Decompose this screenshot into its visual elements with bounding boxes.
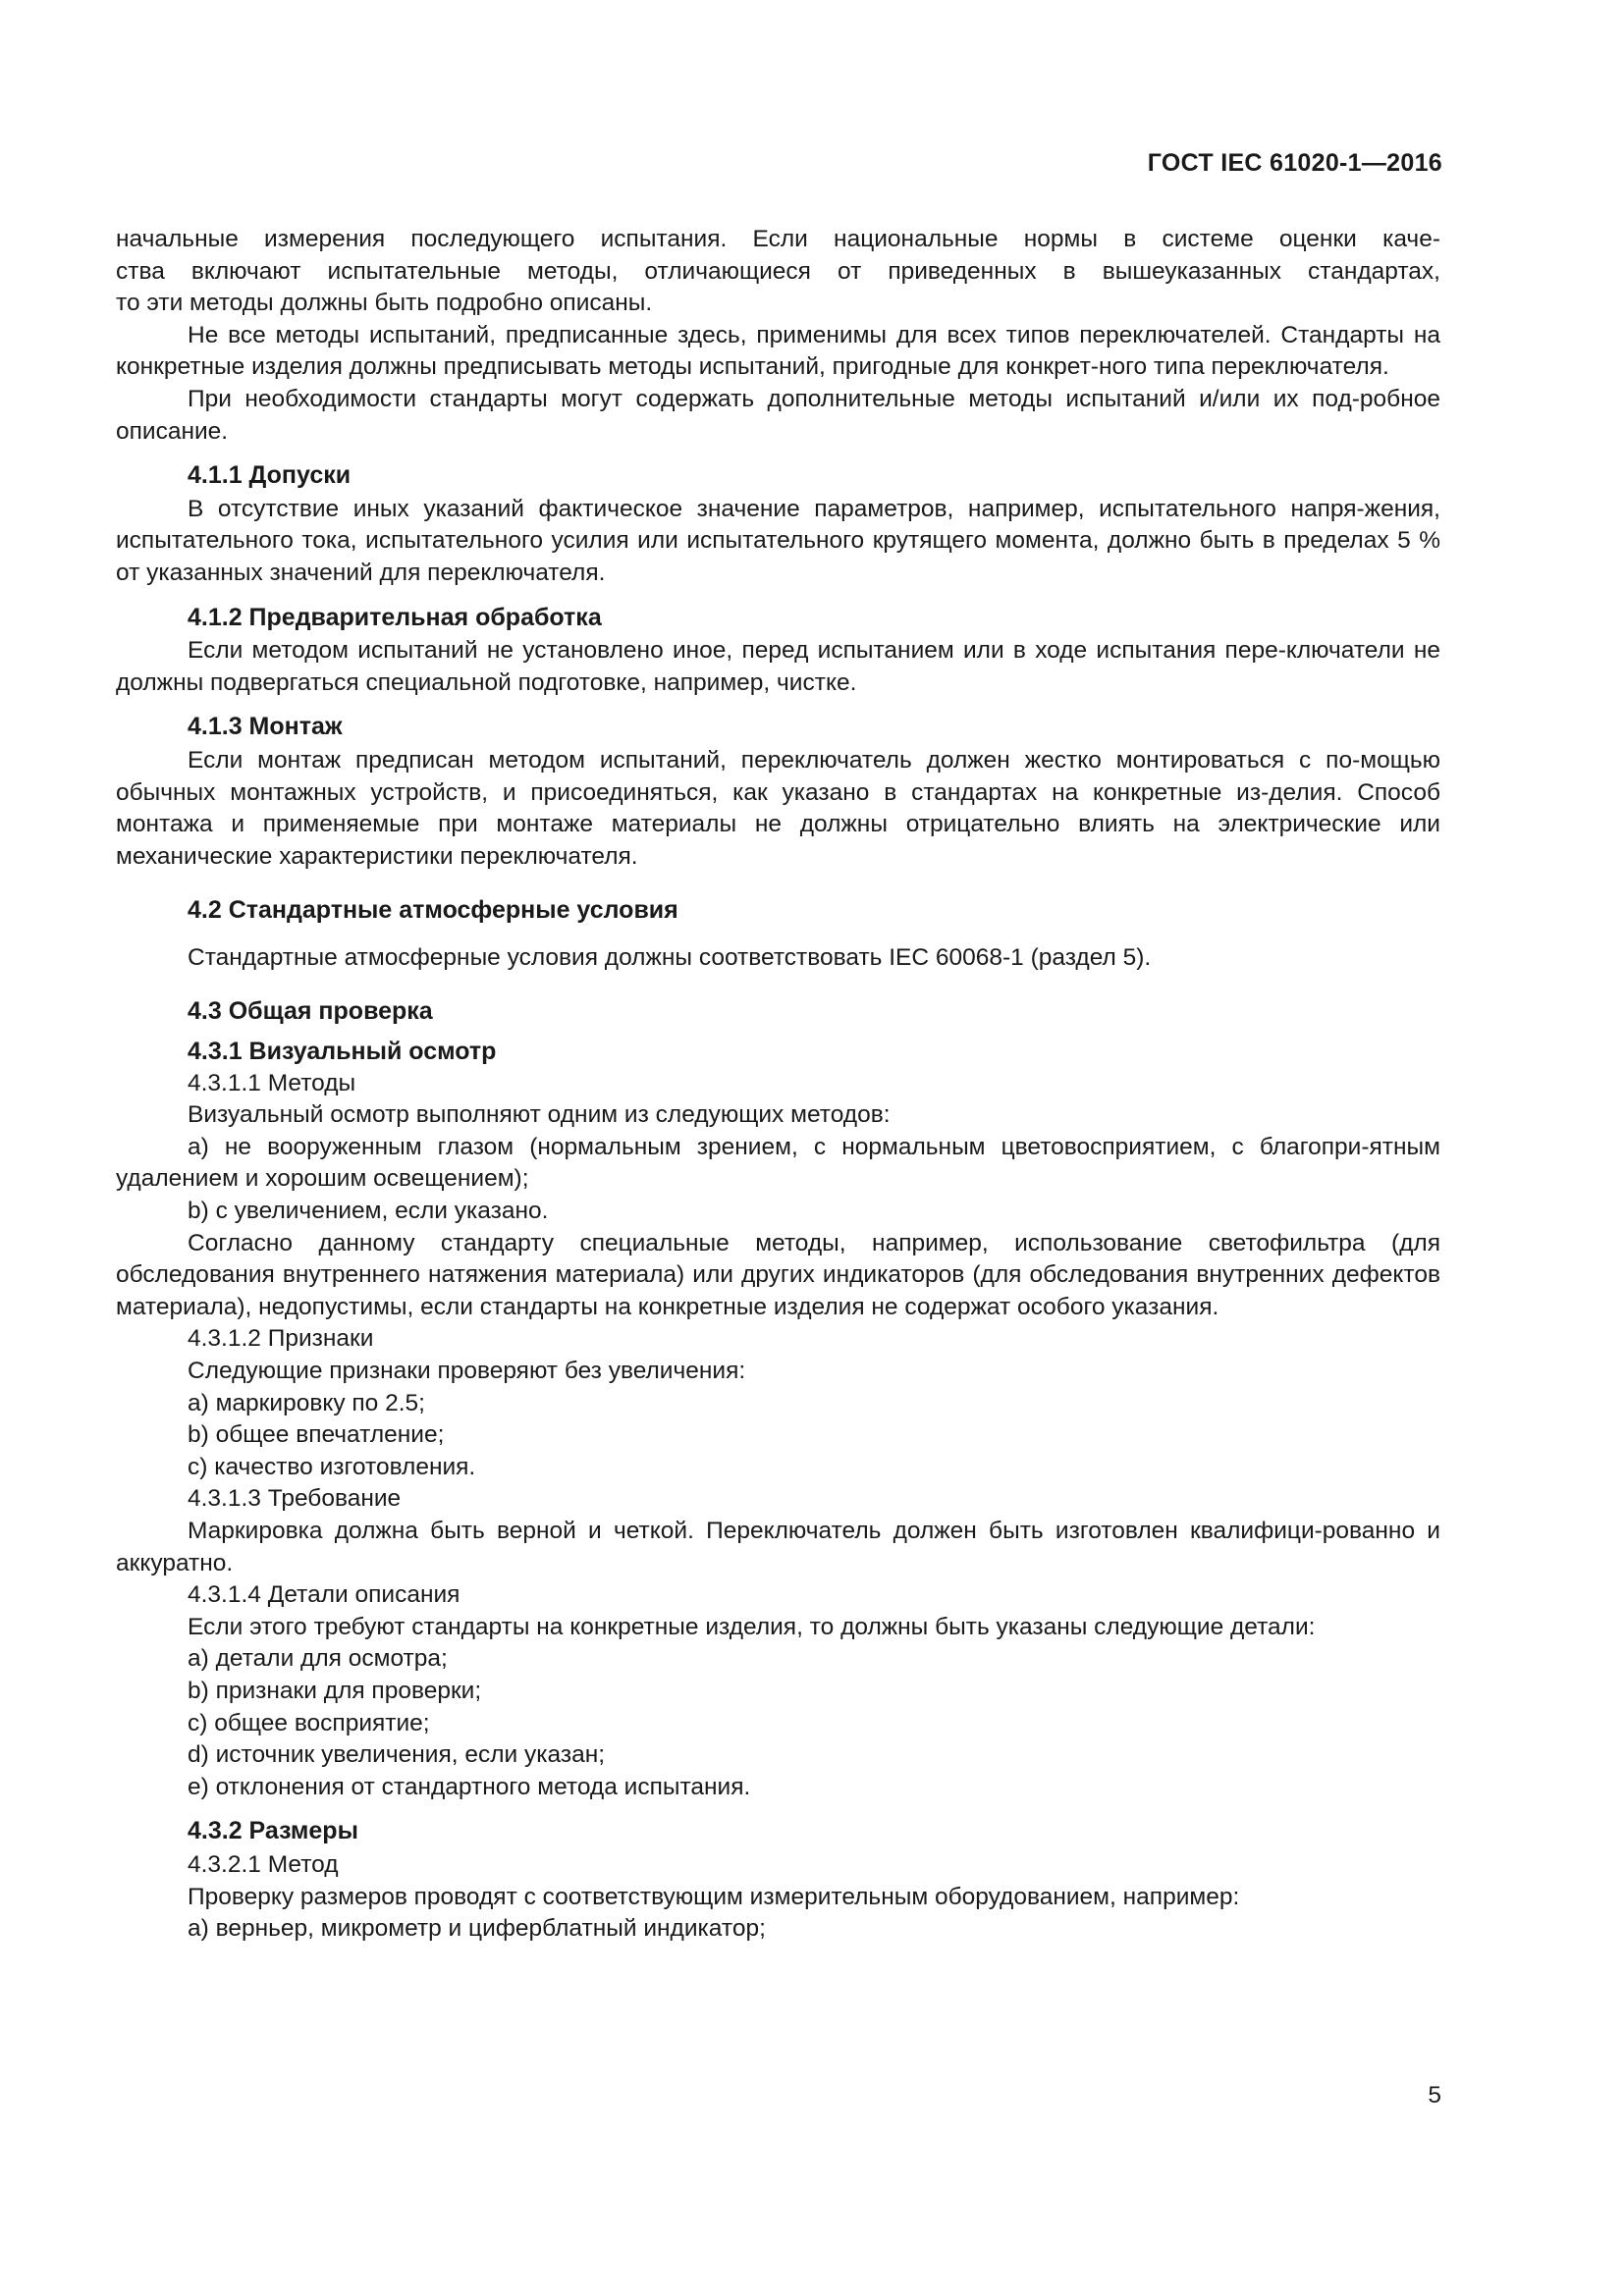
list-item: е) отклонения от стандартного метода испытания. [188,1773,751,1800]
list-item: а) не вооруженным глазом (нормальным зрением, с нормальным цветовосприятием, с благопри-ятным удалением и хорошим освещением); [116,1133,1440,1193]
paragraph: Проверку размеров проводят с соответствующим измерительным оборудованием, например: [188,1883,1240,1910]
paragraph: Стандартные атмосферные условия должны соответствовать IEC 60068-1 (раздел 5). [188,943,1152,971]
paragraph: Следующие признаки проверяют без увеличения: [188,1358,746,1384]
section-heading: 4.3.1 Визуальный осмотр [188,1038,497,1066]
document-code: ГОСТ IEC 61020-1—2016 [1147,149,1442,177]
subsection-title: 4.3.1.4 Детали описания [188,1581,460,1609]
list-item: а) верньер, микрометр и циферблатный индикатор; [188,1915,766,1943]
paragraph: В отсутствие иных указаний фактическое значение параметров, например, испытательного напря-жения, испытательного тока, испытательного усилия или испытательного крутящего момента, должно быть в пределах 5 % от указанных значений для переключателя. [116,495,1440,586]
subsection-title: 4.3.1.2 Признаки [188,1325,374,1353]
subsection-title: 4.3.1.3 Требование [188,1485,402,1513]
section-heading: 4.1.3 Монтаж [188,713,343,741]
list-item: b) с увеличением, если указано. [188,1198,549,1225]
paragraph: Маркировка должна быть верной и четкой. Переключатель должен быть изготовлен квалифици-рованно и аккуратно. [116,1517,1440,1576]
list-item: b) признаки для проверки; [188,1677,482,1704]
list-item: с) общее восприятие; [188,1709,430,1736]
document-body [116,224,1440,1946]
paragraph: ства включают испытательные методы, отличающиеся от приведенных в вышеуказанных стандартах, [116,257,1440,285]
page-number: 5 [1428,2082,1441,2109]
paragraph: начальные измерения последующего испытания. Если национальные нормы в системе оценки каче- [116,226,1440,252]
paragraph: Если монтаж предписан методом испытаний, переключатель должен жестко монтироваться с по-мощью обычных монтажных устройств, и присоединяться, как указано в стандартах на конкретные из-делия. Способ монтажа и применяемые при монтаже материалы не должны отрицательно влиять на электрические или механические характеристики переключателя. [116,746,1440,870]
section-heading: 4.3 Общая проверка [188,997,433,1026]
subsection-title: 4.3.1.1 Методы [188,1069,356,1096]
paragraph: Согласно данному стандарту специальные методы, например, использование светофильтра (для обследования внутреннего натяжения материала) или других индикаторов (для обследования внутренних дефектов материала), недопустимы, если стандарты на конкретные изделия не содержат особого указания. [116,1229,1440,1320]
section-heading: 4.1.1 Допуски [188,461,352,490]
paragraph: Если методом испытаний не установлено иное, перед испытанием или в ходе испытания пере-ключатели не должны подвергаться специальной подготовке, например, чистке. [116,637,1440,696]
list-item: с) качество изготовления. [188,1453,476,1480]
list-item: а) детали для осмотра; [188,1645,448,1673]
list-item: а) маркировку по 2.5; [188,1389,425,1416]
paragraph: Если этого требуют стандарты на конкретные изделия, то должны быть указаны следующие детали: [188,1613,1316,1640]
paragraph: Визуальный осмотр выполняют одним из следующих методов: [188,1101,891,1129]
paragraph: то эти методы должны быть подробно описаны. [116,290,653,317]
section-heading: 4.2 Стандартные атмосферные условия [188,896,678,925]
section-heading: 4.3.2 Размеры [188,1817,358,1845]
paragraph: Не все методы испытаний, предписанные здесь, применимы для всех типов переключателей. Стандарты на конкретные изделия должны предписывать методы испытаний, пригодные для конкрет-ного типа переключателя. [116,321,1440,381]
paragraph: При необходимости стандарты могут содержать дополнительные методы испытаний и/или их под-робное описание. [116,385,1440,445]
list-item: b) общее впечатление; [188,1421,445,1449]
section-heading: 4.1.2 Предварительная обработка [188,603,602,631]
subsection-title: 4.3.2.1 Метод [188,1850,339,1878]
list-item: d) источник увеличения, если указан; [188,1741,606,1769]
